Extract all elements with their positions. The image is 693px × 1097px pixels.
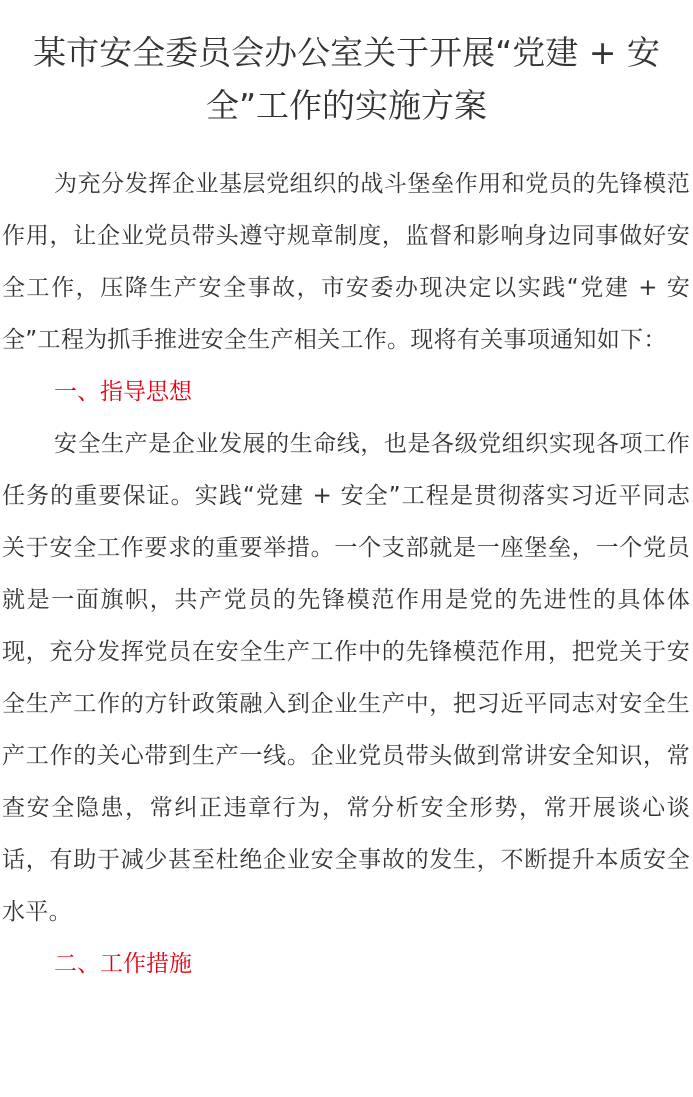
document-body xyxy=(2,158,690,990)
document-title-line-1: 某市安全委员会办公室关于开展“党建 + 安 xyxy=(33,33,660,72)
section-1-paragraph: 安全生产是企业发展的生命线，也是各级党组织实现各项工作任务的重要保证。实践“党建 + 安全”工程是贯彻落实习近平同志关于安全工作要求的重要举措。一个支部就是一座堡垒，一个党员就是一面旗帜，共产党员的先锋模范作用是党的先进性的具体体现，充分发挥党员在安全生产工作中的先锋模范作用，把党关于安全生产工作的方针政策融入到企业生产中，把习近平同志对安全生产工作的关心带到生产一线。企业党员带头做到常讲安全知识，常查安全隐患，常纠正违章行为，常分析安全形势，常开展谈心谈话，有助于减少甚至杜绝企业安全事故的发生，不断提升本质安全水平。 xyxy=(2,431,690,925)
document-title xyxy=(0,26,693,132)
document-title-line-2: 全”工作的实施方案 xyxy=(205,86,488,125)
intro-paragraph: 为充分发挥企业基层党组织的战斗堡垒作用和党员的先锋模范作用，让企业党员带头遵守规章制度，监督和影响身边同事做好安全工作，压降生产安全事故，市安委办现决定以实践“党建 + 安全”工程为抓手推进安全生产相关工作。现将有关事项通知如下： xyxy=(2,171,690,353)
section-2-heading: 二、工作措施 xyxy=(54,951,192,977)
section-1-heading: 一、指导思想 xyxy=(54,379,192,405)
